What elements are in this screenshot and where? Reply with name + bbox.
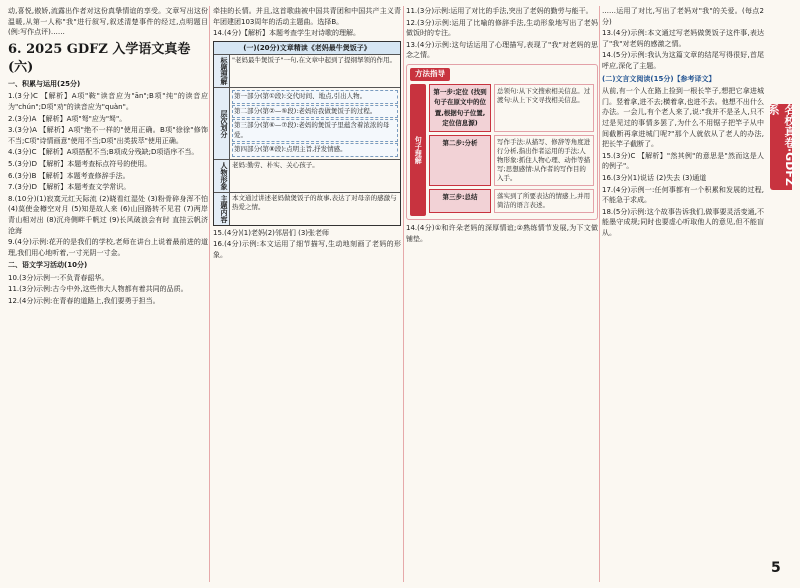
answer-item: 12.(4分)示例:在青春的道路上,我们要勇于担当。 [8, 297, 160, 306]
answer-item: 2.(3分)A 【解析】A项"弩"应为"驽"。 [8, 114, 127, 123]
translation-text: 从前,有一个人在路上捡到一根长竿子,想把它拿进城门。竖着拿,进不去;横着拿,也进不去。他想不出什么办法。一会儿,有个老人来了,说:"我并不是圣人,只不过是见过的事情多罢了,为什么不用锯子把竿子从中间截断再拿进城门呢?"那个人就依从了老人的办法,把长竿子截断了。 [602, 87, 764, 149]
row-content [230, 88, 400, 159]
page-number: 5 [771, 560, 781, 576]
answer-item: 11.(3分)示例:运用了对比的手法,突出了老妈的勤劳与能干。 [406, 7, 593, 15]
intro-text: 牵挂的长情。并且,这首歌曲被中国共青团和中国共产主义青年团建团103周年的活动主题曲。选择B。 [213, 7, 401, 26]
step-body: 写作手法:从描写、修辞等角度进行分析,指出作者运用的手法;人物形象:抓住人物心理、动作等描写;思想感情:从作者的写作目的入手。 [494, 135, 594, 186]
answer-item: 10.(3分)示例一:不负青春韶华。 [8, 273, 109, 282]
answer-item: 15.(3分)C 【解析】"然其例"的意思是"然而这是人的例子"。 [602, 151, 764, 171]
answer-list [406, 6, 598, 61]
row-label: 主题内容 [214, 193, 230, 225]
answer-item: 1.(3分)C 【解析】A项"鞍"读音应为"ān";B项"纯"的读音应为"chún";D项"劝"的读音应为"quàn"。 [8, 92, 208, 111]
step-head: 第二步:分析 [429, 135, 491, 186]
section-heading: 二、语文学习活动(10分) [8, 261, 88, 270]
question-16: 16.(4分)示例:本文运用了细节描写,生动地刻画了老妈的形象。 [213, 240, 401, 260]
reading-analysis-table [213, 41, 401, 226]
answer-item: 17.(4分)示例一:任何事都有一个积累和发展的过程,不能急于求成。 [602, 185, 764, 205]
top-text: 动,喜悦,傲娇,流露出作者对这份真挚情谊的享受。文章写出这份温暖,从第一人称"我"进行叙写,叙述清楚事件的经过,点明题目(例:写作点评)…… [8, 7, 208, 37]
table-title: (一)(20分)文章精读《老妈最牛煲饭子》 [214, 42, 400, 55]
step-item [429, 135, 594, 186]
row-content: "老妈最牛煲饭子"一句,在文章中起到了提纲挈领的作用。 [232, 56, 397, 65]
answer-item: 9.(4分)示例:花开的是我们的学校,老师在讲台上说着最前进的道理,我们用心地听着,一寸光阴一寸金。 [8, 238, 208, 257]
row-content: 老妈:勤劳、朴实、关心孩子。 [232, 160, 319, 169]
table-row [214, 159, 400, 192]
step-body: 落实到了所要表达的情感上,并用简洁的语言表述。 [494, 189, 594, 213]
question-15: 15.(4分)(1)老妈(2)邻居们 (3)张老师 [213, 228, 330, 237]
diagram-side-label: 句子理解 [410, 84, 426, 216]
answer-list [602, 151, 764, 239]
answer-list [8, 91, 208, 258]
table-row [214, 54, 400, 87]
answer-item: 6.(3分)B 【解析】本题考查修辞手法。 [8, 171, 130, 180]
method-guide-diagram [406, 64, 598, 220]
step-head: 第三步:总结 [429, 189, 491, 213]
step-item [429, 84, 594, 132]
column-2 [213, 6, 401, 582]
answer-list [8, 273, 208, 307]
row-label: 标题理解 [214, 55, 230, 87]
diagram-title: 方法指导 [410, 68, 450, 81]
question-14: 14.(4分)【解析】本题考查学生对诗歌的理解。 [213, 29, 361, 38]
part-item: 第二部分(第②—⑤段):老妈给我做煲饭子的过程。 [232, 105, 398, 119]
part-item: 第一部分(第①段):交代时间、地点,引出人物。 [232, 90, 398, 104]
section-heading: (二)文言文阅读(15分)【参考译文】 [602, 74, 716, 83]
answer-item: 8.(10分)(1)寂寞元红天际流 (2)晓看红湿处 (3)粉骨碎身浑不怕 (4)莫使金樽空对月 (5)知是故人来 (6)山回路转不见君 (7)两岸青山相对出 (8)沉舟侧畔千帆过 (9)长风破浪会有时 直挂云帆济沧海 [8, 194, 208, 235]
answer-item: 7.(3分)D 【解析】本题考查文学常识。 [8, 183, 131, 192]
column-divider [403, 6, 404, 582]
answer-item: 5.(3分)D 【解析】本题考查标点符号的使用。 [8, 159, 152, 168]
step-body: 总领句:从下文搜索相关信息。过渡句:从上下文寻找相关信息。 [494, 84, 594, 132]
step-item [429, 189, 594, 213]
part-item: 第四部分(第⑧段):点明主旨,抒发情感。 [232, 143, 398, 157]
table-row [214, 192, 400, 225]
section-heading: 一、积累与运用(25分) [8, 79, 81, 88]
column-4 [602, 6, 764, 582]
answer-item: 13.(4分)示例:本文通过写老妈做煲饭子这件事,表达了"我"对老妈的感激之情。 [602, 29, 764, 48]
row-label: 人物形象 [214, 160, 230, 192]
answer-item: 4.(3分)C 【解析】A项搭配不当;B项成分残缺;D项语序不当。 [8, 148, 199, 157]
column-3 [406, 6, 598, 582]
step-head: 第一步:定位 (找到句子在原文中的位置,根据句子位置,定位信息源) [429, 84, 491, 132]
answer-item: 11.(3分)示例:古今中外,这些伟大人物都有着共同的品质。 [8, 285, 188, 294]
answer-list [602, 6, 764, 72]
row-content: 本文通过讲述老妈做煲饭子的故事,表达了对母亲的感激与热爱之情。 [232, 193, 397, 212]
table-row [214, 87, 400, 159]
column-divider [209, 6, 210, 582]
part-item: 第三部分(第⑥—⑦段):老妈的煲饭子里蕴含着浓浓的母爱。 [232, 119, 398, 142]
answer-item: 14.(5分)示例:我认为这篇文章的结尾写得很好,首尾呼应,深化了主题。 [602, 51, 764, 70]
answer-item: 16.(3分)(1)说话 (2)失去 (3)通道 [602, 173, 707, 182]
row-label: 层次划分 [214, 88, 230, 159]
answer-item: 3.(3分)A 【解析】A项"绝不一样的"使用正确。B项"徐徐"修饰不当;C项"诗情画意"使用不当;D项"出类拔萃"使用正确。 [8, 126, 208, 145]
answer-item: 13.(4分)示例:这句话运用了心理描写,表现了"我"对老妈的思念之情。 [406, 40, 598, 60]
column-1 [8, 6, 208, 582]
side-tab: 名校真卷·GDFZ系 [770, 104, 792, 190]
column-divider [599, 6, 600, 582]
answer-item: 18.(5分)示例:这个故事告诉我们,做事要灵活变通,不能墨守成规;同时也要虚心听取他人的意见,但不能盲从。 [602, 207, 764, 237]
question-14: 14.(4分)①和许朵老妈的深厚情谊;②熟练情节发展,为下文做铺垫。 [406, 223, 598, 243]
answer-item: 12.(3分)示例:运用了比喻的修辞手法,生动形象地写出了老妈做饭时的专注。 [406, 18, 598, 38]
answer-item: ……运用了对比,写出了老妈对"我"的关爱。(每点2分) [602, 7, 764, 26]
exam-title: 6. 2025 GDFZ 入学语文真卷(六) [8, 41, 191, 75]
